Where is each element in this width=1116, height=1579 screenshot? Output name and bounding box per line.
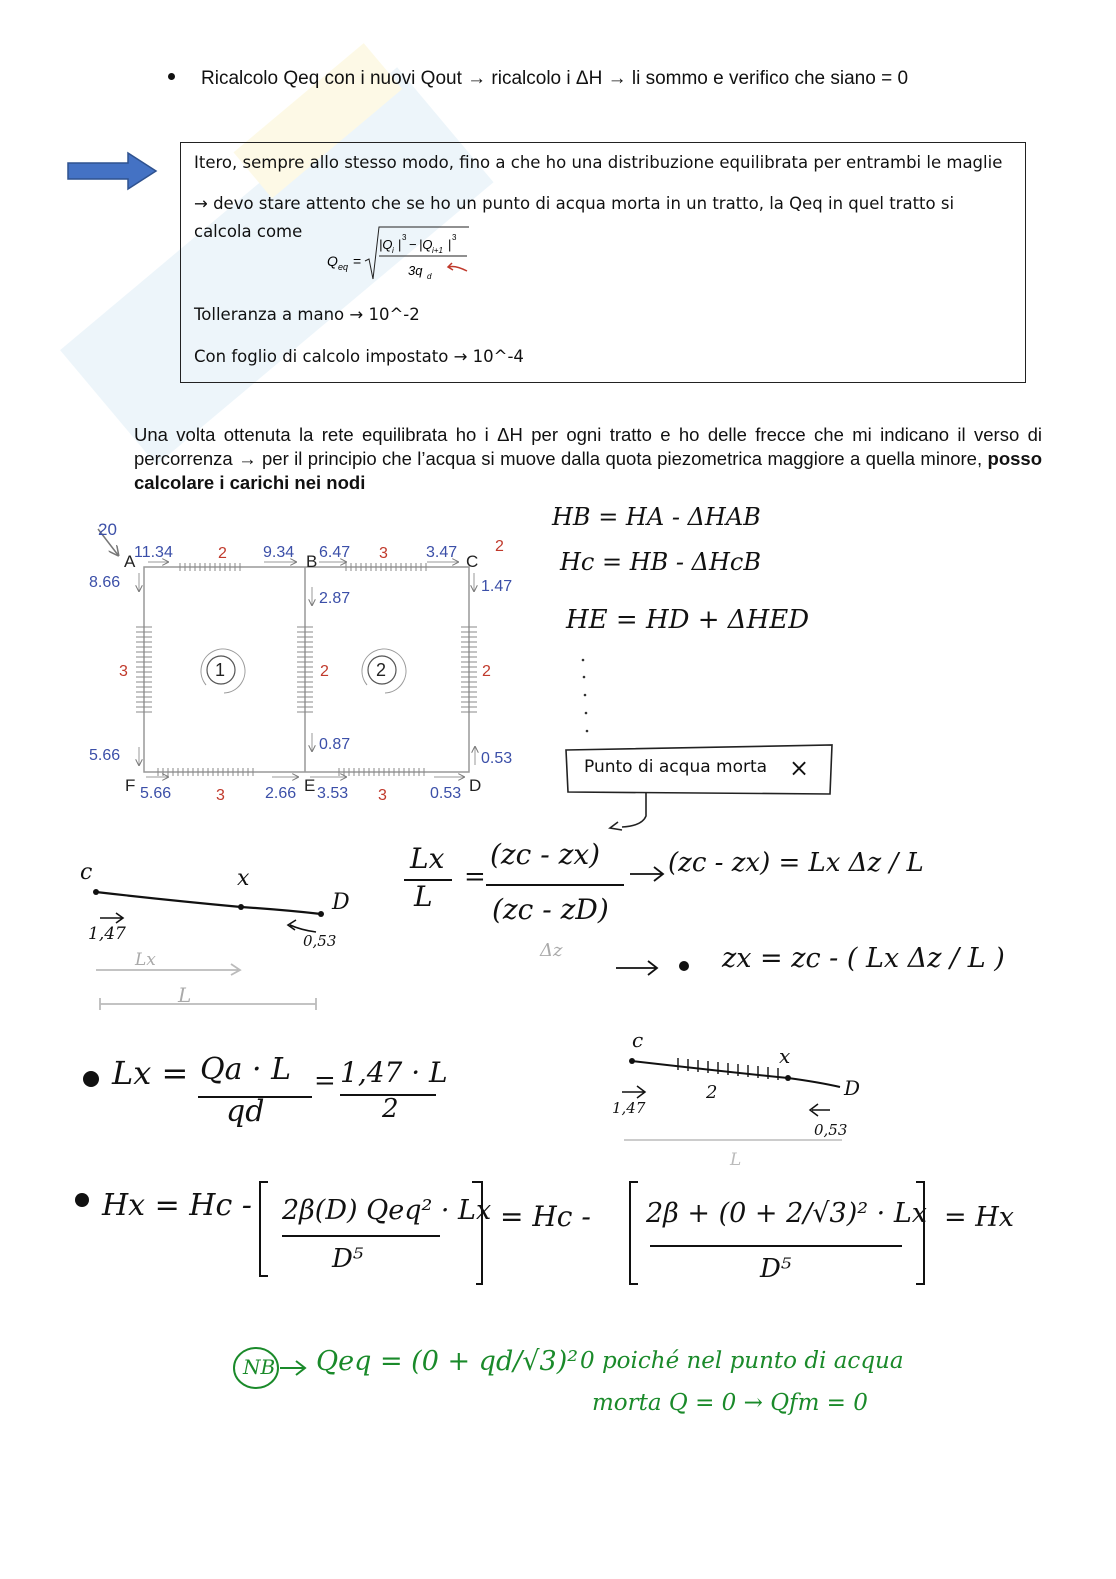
sketch1-q2: 0,53 bbox=[303, 932, 337, 950]
eq1-lhs-num: Lx bbox=[410, 842, 445, 875]
flow-ed-end: 0.53 bbox=[430, 785, 462, 802]
node-a: A bbox=[124, 552, 136, 571]
demand-bc: 3 bbox=[379, 545, 388, 562]
sketch2-q2: 0,53 bbox=[814, 1121, 848, 1139]
flow-ed-start: 3.53 bbox=[317, 785, 349, 802]
flow-be: 2.87 bbox=[319, 590, 351, 607]
eq4-frac1-den: D⁵ bbox=[332, 1244, 364, 1274]
callout-text: Punto di acqua morta bbox=[584, 757, 768, 777]
eq4-lhs: Hx = Hc - bbox=[102, 1188, 252, 1223]
svg-text:−: − bbox=[409, 237, 417, 252]
node-d: D bbox=[469, 776, 482, 795]
nb-formula: Qeq = (0 + qd/√3)² bbox=[316, 1346, 579, 1377]
eq3-equals: = bbox=[314, 1066, 336, 1096]
demand-cd: 2 bbox=[482, 663, 491, 680]
formula-num-b-sub: i+1 bbox=[432, 246, 443, 255]
nb-text-1: 0 poiché nel punto di acqua bbox=[580, 1348, 904, 1374]
flow-bc-end: 3.47 bbox=[426, 544, 458, 561]
sketch2-l: L bbox=[730, 1150, 742, 1170]
svg-text:|: | bbox=[398, 237, 402, 252]
eq2-arrow-bullet bbox=[612, 952, 692, 982]
sketch2-q1: 1,47 bbox=[612, 1099, 646, 1117]
eq4-frac2-den: D⁵ bbox=[760, 1254, 792, 1284]
loop-1-marker bbox=[201, 649, 245, 693]
paragraph-bold: posso calcolare i carichi nei nodi bbox=[134, 448, 1043, 493]
flow-bc-start: 6.47 bbox=[319, 544, 351, 561]
flow-ab-start: 11.34 bbox=[134, 544, 173, 561]
node-f: F bbox=[125, 776, 136, 795]
svg-text:=: = bbox=[353, 253, 362, 269]
eq4-bullet bbox=[72, 1190, 94, 1212]
eq3-frac1-num: Qa · L bbox=[200, 1052, 292, 1087]
eq4-frac1-num: 2β(D) Qeq² · Lx bbox=[282, 1195, 492, 1226]
demand-af: 3 bbox=[119, 663, 128, 680]
flow-fa-low: 5.66 bbox=[89, 747, 121, 764]
eq4-rhs: = Hx bbox=[944, 1202, 1014, 1233]
flow-fe-end: 2.66 bbox=[265, 785, 297, 802]
distributed-demand-hatches bbox=[136, 563, 477, 776]
flow-af: 8.66 bbox=[89, 574, 121, 591]
box-line-1: Itero, sempre allo stesso modo, fino a che ho una distribuzione equilibrata per entrambi le maglie bbox=[194, 153, 1003, 172]
flow-cd: 1.47 bbox=[481, 578, 513, 595]
bullet-dot bbox=[168, 73, 175, 80]
eq3-frac1-den: qd bbox=[226, 1094, 265, 1129]
flow-ab-end: 9.34 bbox=[263, 544, 295, 561]
eq1-rhs-result: (zc - zx) = Lx Δz / L bbox=[668, 848, 924, 878]
box-line-4: Tolleranza a mano → 10^-2 bbox=[194, 305, 420, 324]
sketch1-label-c: c bbox=[80, 860, 93, 885]
demand-be: 2 bbox=[320, 663, 329, 680]
sketch1-label-x: x bbox=[237, 866, 250, 891]
svg-text:|: | bbox=[448, 237, 452, 252]
formula-lhs-sub: eq bbox=[338, 262, 349, 272]
eq4-mid: = Hc - bbox=[500, 1200, 591, 1233]
flow-fe-start: 5.66 bbox=[140, 785, 172, 802]
node-c: C bbox=[466, 552, 479, 571]
formula-exp-b: 3 bbox=[452, 233, 457, 242]
continuation-dots bbox=[578, 655, 598, 745]
hw-eq-he: HE = HD + ΔHED bbox=[566, 605, 810, 635]
hw-eq-hc: Hc = HB - ΔHcB bbox=[560, 548, 762, 576]
paragraph-text: Una volta ottenuta la rete equilibrata ho i ΔH per ogni tratto e ho delle frecce che mi indicano il verso di percorrenza → per il principio che l’acqua si muove dalla quota piezometrica maggiore a quella minore, bbox=[134, 424, 1042, 469]
loop-2-label: 2 bbox=[376, 660, 387, 680]
sketch2-label-x: x bbox=[779, 1044, 791, 1068]
eq1-dz: Δz bbox=[540, 940, 563, 961]
eq2-text: zx = zc - ( Lx Δz / L ) bbox=[722, 943, 1005, 974]
sketch-pipe-cd-demand bbox=[608, 1036, 878, 1168]
formula-den: 3q bbox=[408, 263, 423, 278]
formula-exp-a: 3 bbox=[402, 233, 407, 242]
node-b: B bbox=[306, 552, 318, 571]
box-line-3: calcola come bbox=[194, 222, 303, 241]
note-box bbox=[180, 142, 1026, 383]
demand-ed: 3 bbox=[378, 787, 387, 804]
eq3-lhs: Lx = bbox=[112, 1054, 189, 1092]
formula-num-a: |Q bbox=[379, 237, 393, 252]
sketch2-demand: 2 bbox=[706, 1082, 718, 1103]
node-e: E bbox=[304, 776, 316, 795]
formula-num-b: |Q bbox=[419, 237, 433, 252]
eq1-rhs-num: (zc - zx) bbox=[490, 838, 601, 871]
nb-label: NB bbox=[243, 1355, 276, 1379]
right-arrow-icon bbox=[66, 151, 160, 191]
eq1-rhs-bar bbox=[486, 884, 624, 886]
loop-1-label: 1 bbox=[215, 660, 226, 680]
loop-2-marker bbox=[362, 649, 406, 693]
qeq-formula bbox=[321, 221, 481, 291]
eq3-bullet bbox=[80, 1068, 104, 1092]
bullet-text: Ricalcolo Qeq con i nuovi Qout → ricalcolo i ΔH → li sommo e verifico che siano = 0 bbox=[201, 68, 909, 89]
sketch1-label-d: D bbox=[332, 890, 350, 915]
sketch1-lx: Lx bbox=[135, 950, 156, 970]
eq4-bracket-1 bbox=[252, 1176, 492, 1288]
eq4-frac2-num: 2β + (0 + 2/√3)² · Lx bbox=[646, 1198, 927, 1229]
hw-eq-hb: HB = HA - ΔHAB bbox=[552, 503, 761, 531]
sketch1-l: L bbox=[178, 983, 192, 1007]
inflow-label: 20 bbox=[98, 520, 117, 539]
demand-c: 2 bbox=[495, 538, 504, 555]
callout-x-mark: × bbox=[789, 754, 810, 782]
eq3-frac2-num: 1,47 · L bbox=[340, 1056, 448, 1089]
nb-text-2: morta Q = 0 → Qfm = 0 bbox=[592, 1390, 868, 1416]
pipe-network-diagram bbox=[84, 515, 534, 815]
eq1-implies-arrow bbox=[628, 860, 668, 884]
eq1-rhs-den: (zc - zD) bbox=[492, 893, 609, 926]
eq3-frac2-den: 2 bbox=[382, 1094, 399, 1124]
sketch2-label-d: D bbox=[844, 1076, 861, 1100]
sketch1-q1: 1,47 bbox=[88, 924, 126, 944]
flow-eb-low: 0.87 bbox=[319, 736, 351, 753]
formula-num-a-sub: i bbox=[392, 246, 394, 255]
eq1-lhs-den: L bbox=[414, 880, 433, 913]
body-paragraph bbox=[134, 423, 1042, 495]
formula-den-sub: d bbox=[427, 272, 432, 281]
demand-ab: 2 bbox=[218, 545, 227, 562]
bullet-item bbox=[168, 68, 908, 90]
formula-lhs: Q bbox=[327, 253, 338, 269]
sketch2-label-c: c bbox=[632, 1028, 644, 1052]
flow-dc-low: 0.53 bbox=[481, 750, 513, 767]
network-outer-pipes bbox=[144, 567, 469, 772]
eq1-equals: = bbox=[464, 862, 486, 892]
demand-fe: 3 bbox=[216, 787, 225, 804]
box-line-5: Con foglio di calcolo impostato → 10^-4 bbox=[194, 347, 524, 366]
box-line-2: → devo stare attento che se ho un punto di acqua morta in un tratto, la Qeq in quel tratto si bbox=[194, 194, 955, 213]
